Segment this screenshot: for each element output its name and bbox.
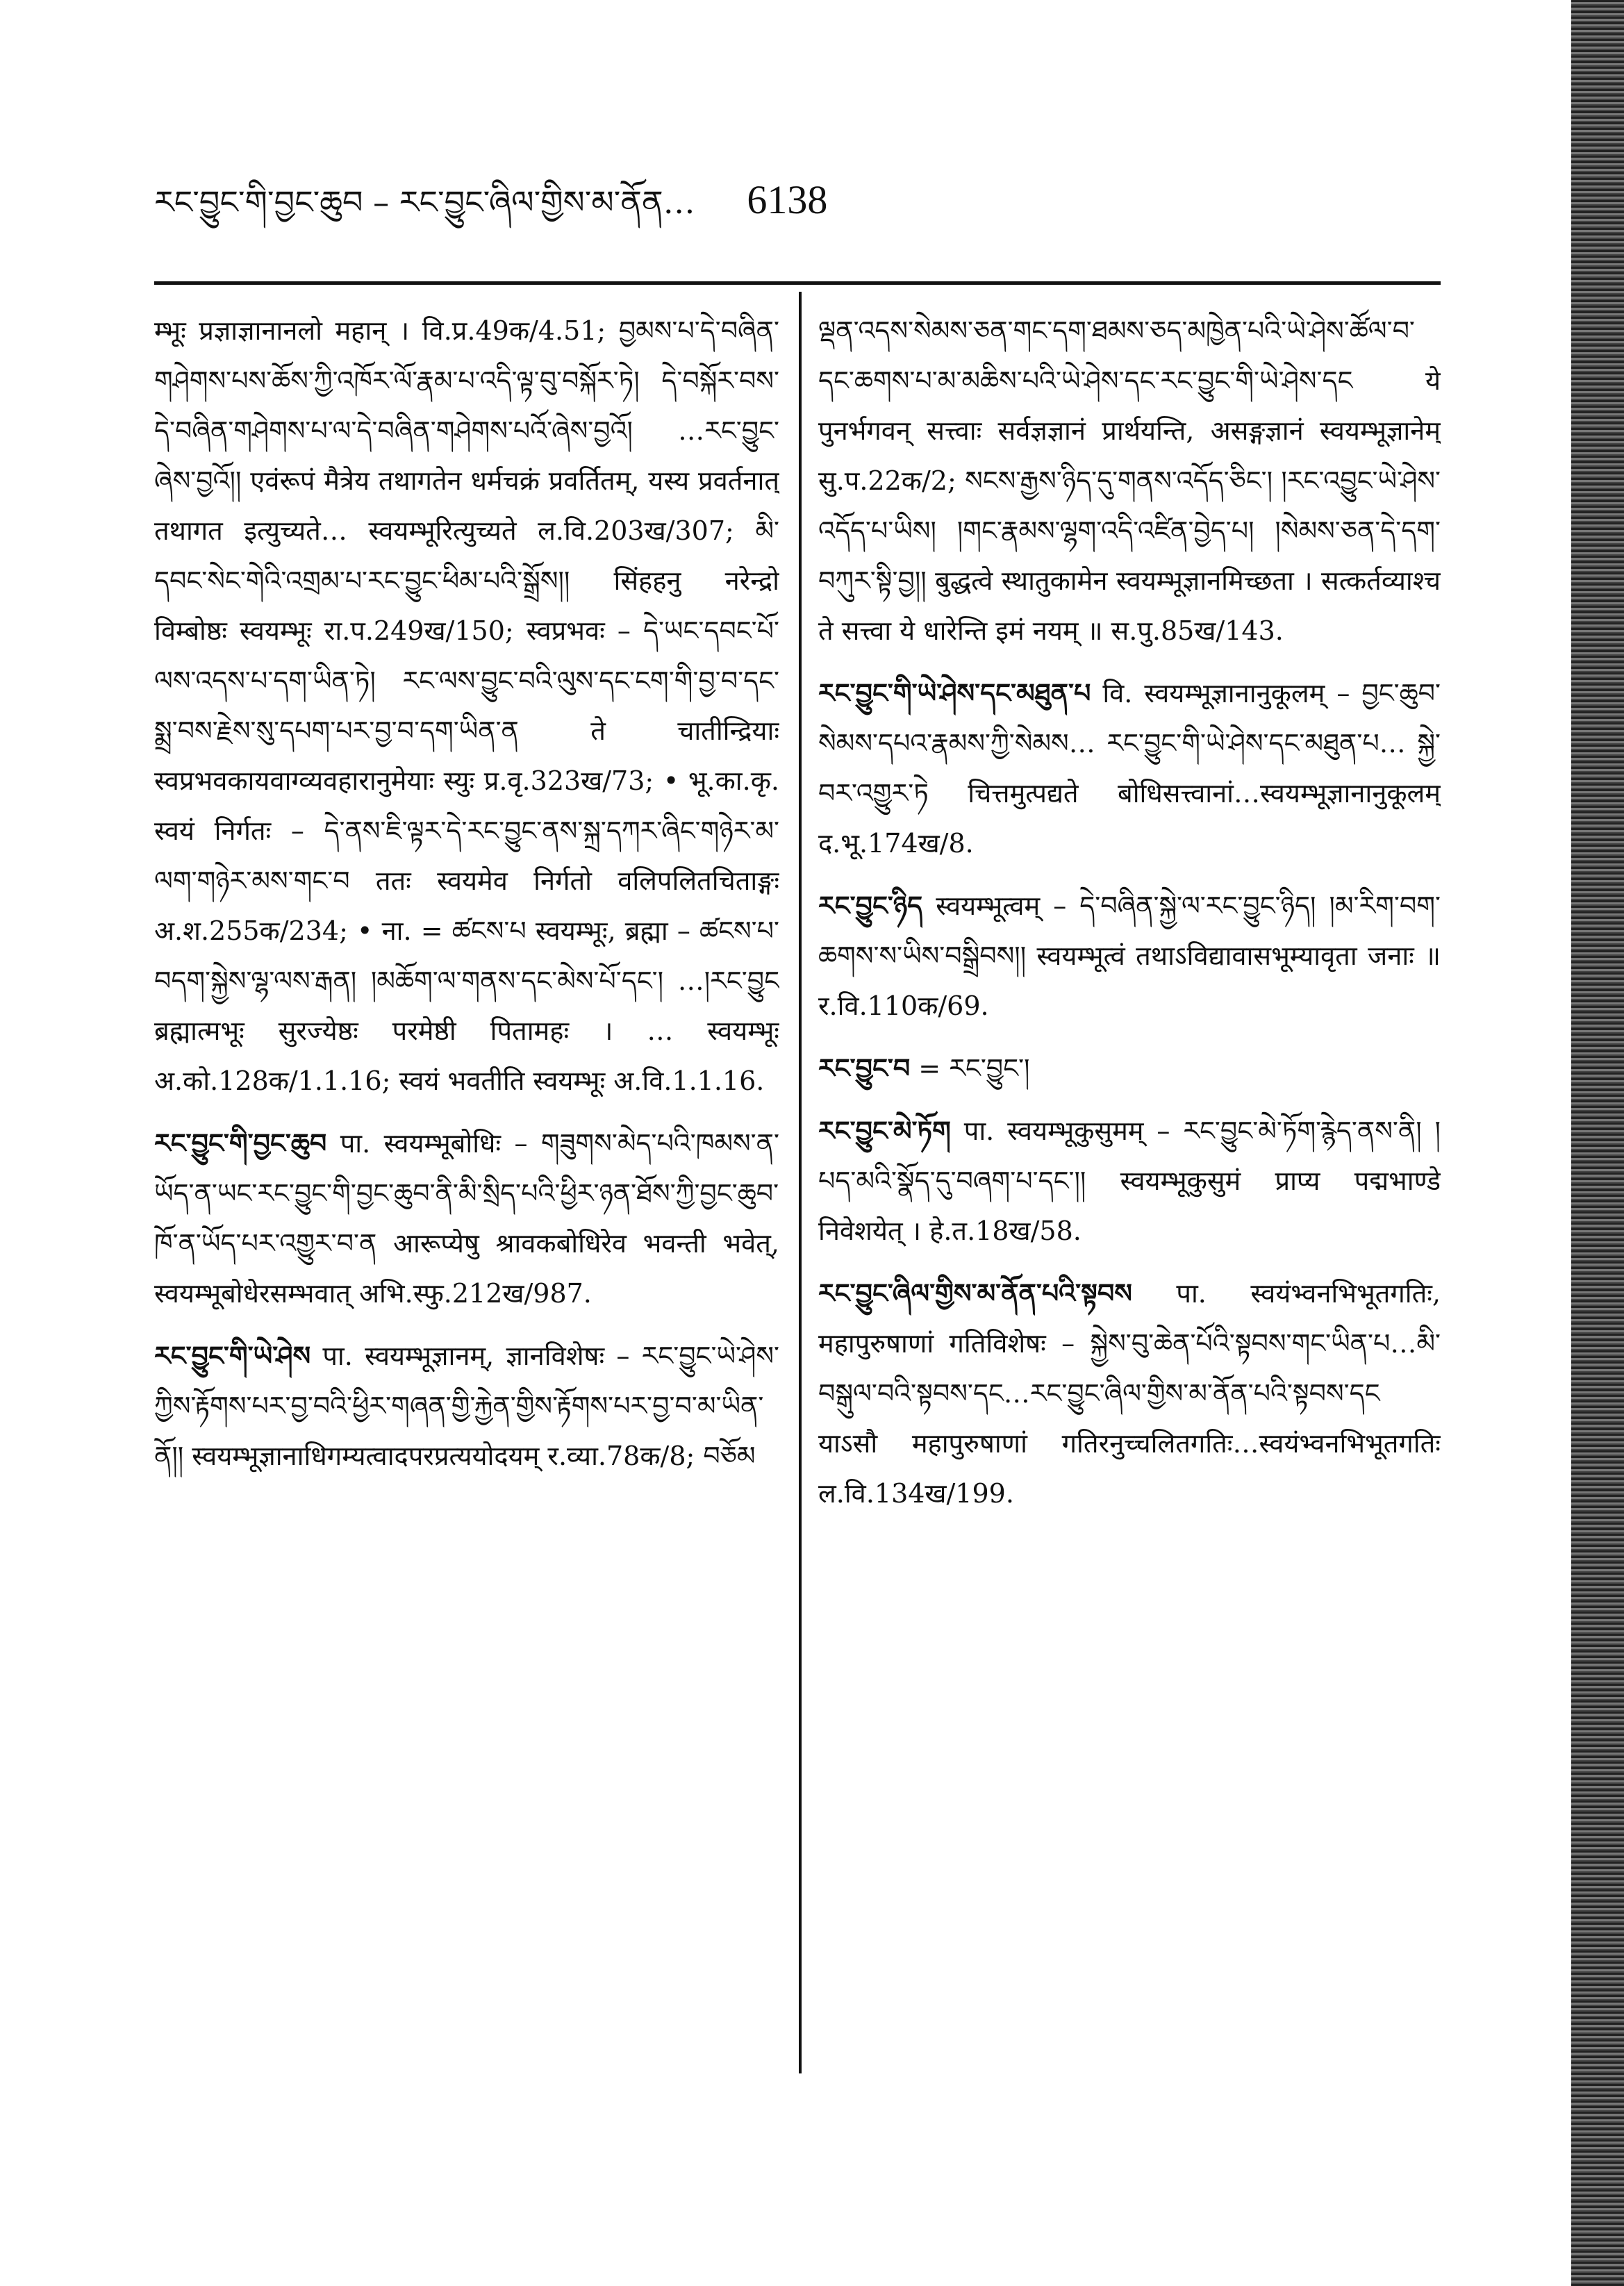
- column-divider: [799, 292, 802, 2073]
- dictionary-entry: [818, 881, 1441, 1031]
- entry-body: वि. स्वयम्भूज्ञानानुकूलम् – བྱང་ཆུབ་སེམས་དཔའ་རྣམས་ཀྱི་སེམས… རང་བྱུང་གི་ཡེ་ཤེས་དང་མཐུན་པ… སྐྱེ་བར་འགྱུར་ཏེ चित्तमुत्पद्यते बोधिसत्त्वानां…स्वयम्भूज्ञानानुकूलम् द.भू.174ख/8.: [818, 678, 1441, 859]
- dictionary-entry: [818, 668, 1441, 868]
- entry-headword: རང་བྱུང་ཉིད: [818, 890, 923, 921]
- right-column: [818, 306, 1441, 2084]
- header-rule: [154, 281, 1441, 285]
- entry-body: ལྡན་འདས་སེམས་ཅན་གང་དག་ཐམས་ཅད་མཁྱེན་པའི་ཡེ་ཤེས་ཚོལ་བ་དང་ཆགས་པ་མ་མཆིས་པའི་ཡེ་ཤེས་དང་རང་བྱུང་གི་ཡེ་ཤེས་དང ये पुनर्भगवन् सत्त्वाः सर्वज्ञज्ञानं प्रार्थयन्ति, असङ्गज्ञानं स्वयम्भूज्ञानेम् सु.प.22क/2; སངས་རྒྱས་ཉིད་དུ་གནས་འདོད་ཅིང་། །རང་འབྱུང་ཡེ་ཤེས་འདོད་པ་ཡིས། །གང་རྣམས་ལྷག་འདི་འཛིན་བྱེད་པ། །སེམས་ཅན་དེ་དག་བཀུར་སྟི་བྱ།། बुद्धत्वे स्थातुकामेन स्वयम्भूज्ञानमिच्छता । सत्कर्तव्याश्च ते सत्त्वा ये धारेन्ति इमं नयम् ॥ स.पु.85ख/143.: [818, 315, 1441, 646]
- running-title: རང་བྱུང་གི་བྱང་ཆུབ – རང་བྱུང་ཞིལ་གྱིས་མ་ནོན…: [154, 183, 695, 221]
- left-column: [154, 306, 779, 2084]
- entry-body: पा. स्वयंभ्वनभिभूतगतिः, महापुरुषाणां गतिविशेषः – སྐྱེས་བུ་ཆེན་པོའི་སྟབས་གང་ཡིན་པ…མི་བསྒུལ་བའི་སྟབས་དང…རང་བྱུང་ཞིལ་གྱིས་མ་ནོན་པའི་སྟབས་དང याऽसौ महापुरुषाणां गतिरनुच्चलितगतिः…स्वयंभ्वनभिभूतगतिः ल.वि.134ख/199.: [818, 1278, 1441, 1509]
- entry-body: = རང་བྱུང་།: [918, 1053, 1030, 1084]
- entry-body: म्भूः प्रज्ञाज्ञानानलो महान् । वि.प्र.49क/4.51; བྱམས་པ་དེ་བཞིན་གཤེགས་པས་ཆོས་ཀྱི་འཁོར་ལོ་རྣམ་པ་འདི་ལྟ་བུ་བསྐོར་ཏེ། དེ་བསྐོར་བས་དེ་བཞིན་གཤེགས་པ་ལ་དེ་བཞིན་གཤེགས་པའོ་ཞེས་བྱའོ། …རང་བྱུང་ཞེས་བྱའོ།། एवंरूपं मैत्रेय तथागतेन धर्मचक्रं प्रवर्तितम्, यस्य प्रवर्तनात् तथागत इत्युच्यते… स्वयम्भूरित्युच्यते ल.वि.203ख/307; མི་དབང་སེང་གེའི་འགྲམ་པ་རང་བྱུང་ཕིམ་པའི་སྒྲོས།། सिंहहनु नरेन्द्रो विम्बोष्ठः स्वयम्भूः रा.प.249ख/150; स्वप्रभवः – དེ་ཡང་དབང་པོ་ལས་འདས་པ་དག་ཡིན་ཏེ། རང་ལས་བྱུང་བའི་ལུས་དང་ངག་གི་བྱ་བ་དང་སྨྲ་བས་རྗེས་སུ་དཔག་པར་བྱ་བ་དག་ཡིན་ན ते चातीन्द्रियाः स्वप्रभवकायवाग्व्यवहारानुमेयाः स्युः प्र.वृ.323ख/73; • भू.का.कृ. स्वयं निर्गतः – དེ་ནས་ཇི་ལྟར་དེ་རང་བྱུང་ནས་སྐྲ་དཀར་ཞིང་གཉེར་མ་ལག་གཉེར་མས་གང་བ ततः स्वयमेव निर्गतो वलिपलितचिताङ्गः अ.श.255क/234; • ना. = ཚངས་པ स्वयम्भूः, ब्रह्मा – ཚངས་པ་བདག་སྐྱེས་ལྷ་ལས་རྒན། །མཆོག་ལ་གནས་དང་མེས་པོ་དང་། …།རང་བྱུང ब्रह्मात्मभूः सुरज्येष्ठः परमेष्ठी पितामहः । … स्वयम्भूः अ.को.128क/1.1.16; स्वयं भवतीति स्वयम्भूः अ.वि.1.1.16.: [154, 315, 779, 1096]
- dictionary-entry: [818, 1043, 1441, 1093]
- entry-headword: རང་བྱུང་གི་བྱང་ཆུབ: [154, 1127, 327, 1159]
- entry-body: पा. स्वयम्भूज्ञानम्, ज्ञानविशेषः – རང་བྱུང་ཡེ་ཤེས་ཀྱིས་རྟོགས་པར་བྱ་བའི་ཕྱིར་གཞན་གྱི་རྐྱེན་གྱིས་རྟོགས་པར་བྱ་བ་མ་ཡིན་ནོ།། स्वयम्भूज्ञानाधिगम्यत्वादपरप्रत्ययोदयम् र.व्या.78क/8; བཅོམ: [154, 1341, 779, 1471]
- entry-headword: རང་བྱུང་མེ་ཏོག: [818, 1115, 951, 1146]
- dictionary-entry: [154, 306, 779, 1106]
- entry-body: पा. स्वयम्भूबोधिः – གཟུགས་མེད་པའི་ཁམས་ན་ཡོད་ན་ཡང་རང་བྱུང་གི་བྱང་ཆུབ་ནི་མི་སྲིད་པའི་ཕྱིར་ཉན་ཐོས་ཀྱི་བྱང་ཆུབ་ཁོ་ན་ཡོད་པར་འགྱུར་བ་ན आरूप्येषु श्रावकबोधिरेव भवन्ती भवेत्, स्वयम्भूबोधेरसम्भवात् अभि.स्फु.212ख/987.: [154, 1128, 779, 1309]
- entry-headword: རང་བྱུང་ཞིལ་གྱིས་མ་ནོན་པའི་སྟབས: [818, 1277, 1132, 1309]
- page-header: [154, 172, 849, 228]
- entry-body: पा. स्वयम्भूकुसुमम् – རང་བྱུང་མེ་ཏོག་རྙེད་ནས་ནི། །པད་མའི་སྣོད་དུ་བཞག་པ་དང་།། स्वयम्भूकुसुमं प्राप्य पद्मभाण्डे निवेशयेत् । हे.त.18ख/58.: [818, 1116, 1441, 1246]
- dictionary-entry: [818, 1106, 1441, 1256]
- dictionary-entry: [818, 306, 1441, 656]
- dictionary-entry: [154, 1118, 779, 1318]
- dictionary-entry: [818, 1268, 1441, 1518]
- entry-body: स्वयम्भूत्वम् – དེ་བཞིན་སྐྱེ་ལ་རང་བྱུང་ཉིད། །མ་རིག་བག་ཆགས་ས་ཡིས་བསྒྲིབས།། स्वयम्भूत्वं तथाऽविद्यावासभूम्यावृता जनाः ॥ र.वि.110क/69.: [818, 891, 1441, 1021]
- entry-headword: རང་བྱུང་གི་ཡེ་ཤེས: [154, 1340, 311, 1371]
- entry-headword: རང་བྱུང་གི་ཡེ་ཤེས་དང་མཐུན་པ: [818, 677, 1091, 709]
- dictionary-entry: [154, 1331, 779, 1481]
- entry-headword: རང་བྱུང་བ: [818, 1052, 911, 1084]
- scanned-binding-edge: [1571, 0, 1624, 2286]
- page-number: 6138: [747, 177, 828, 222]
